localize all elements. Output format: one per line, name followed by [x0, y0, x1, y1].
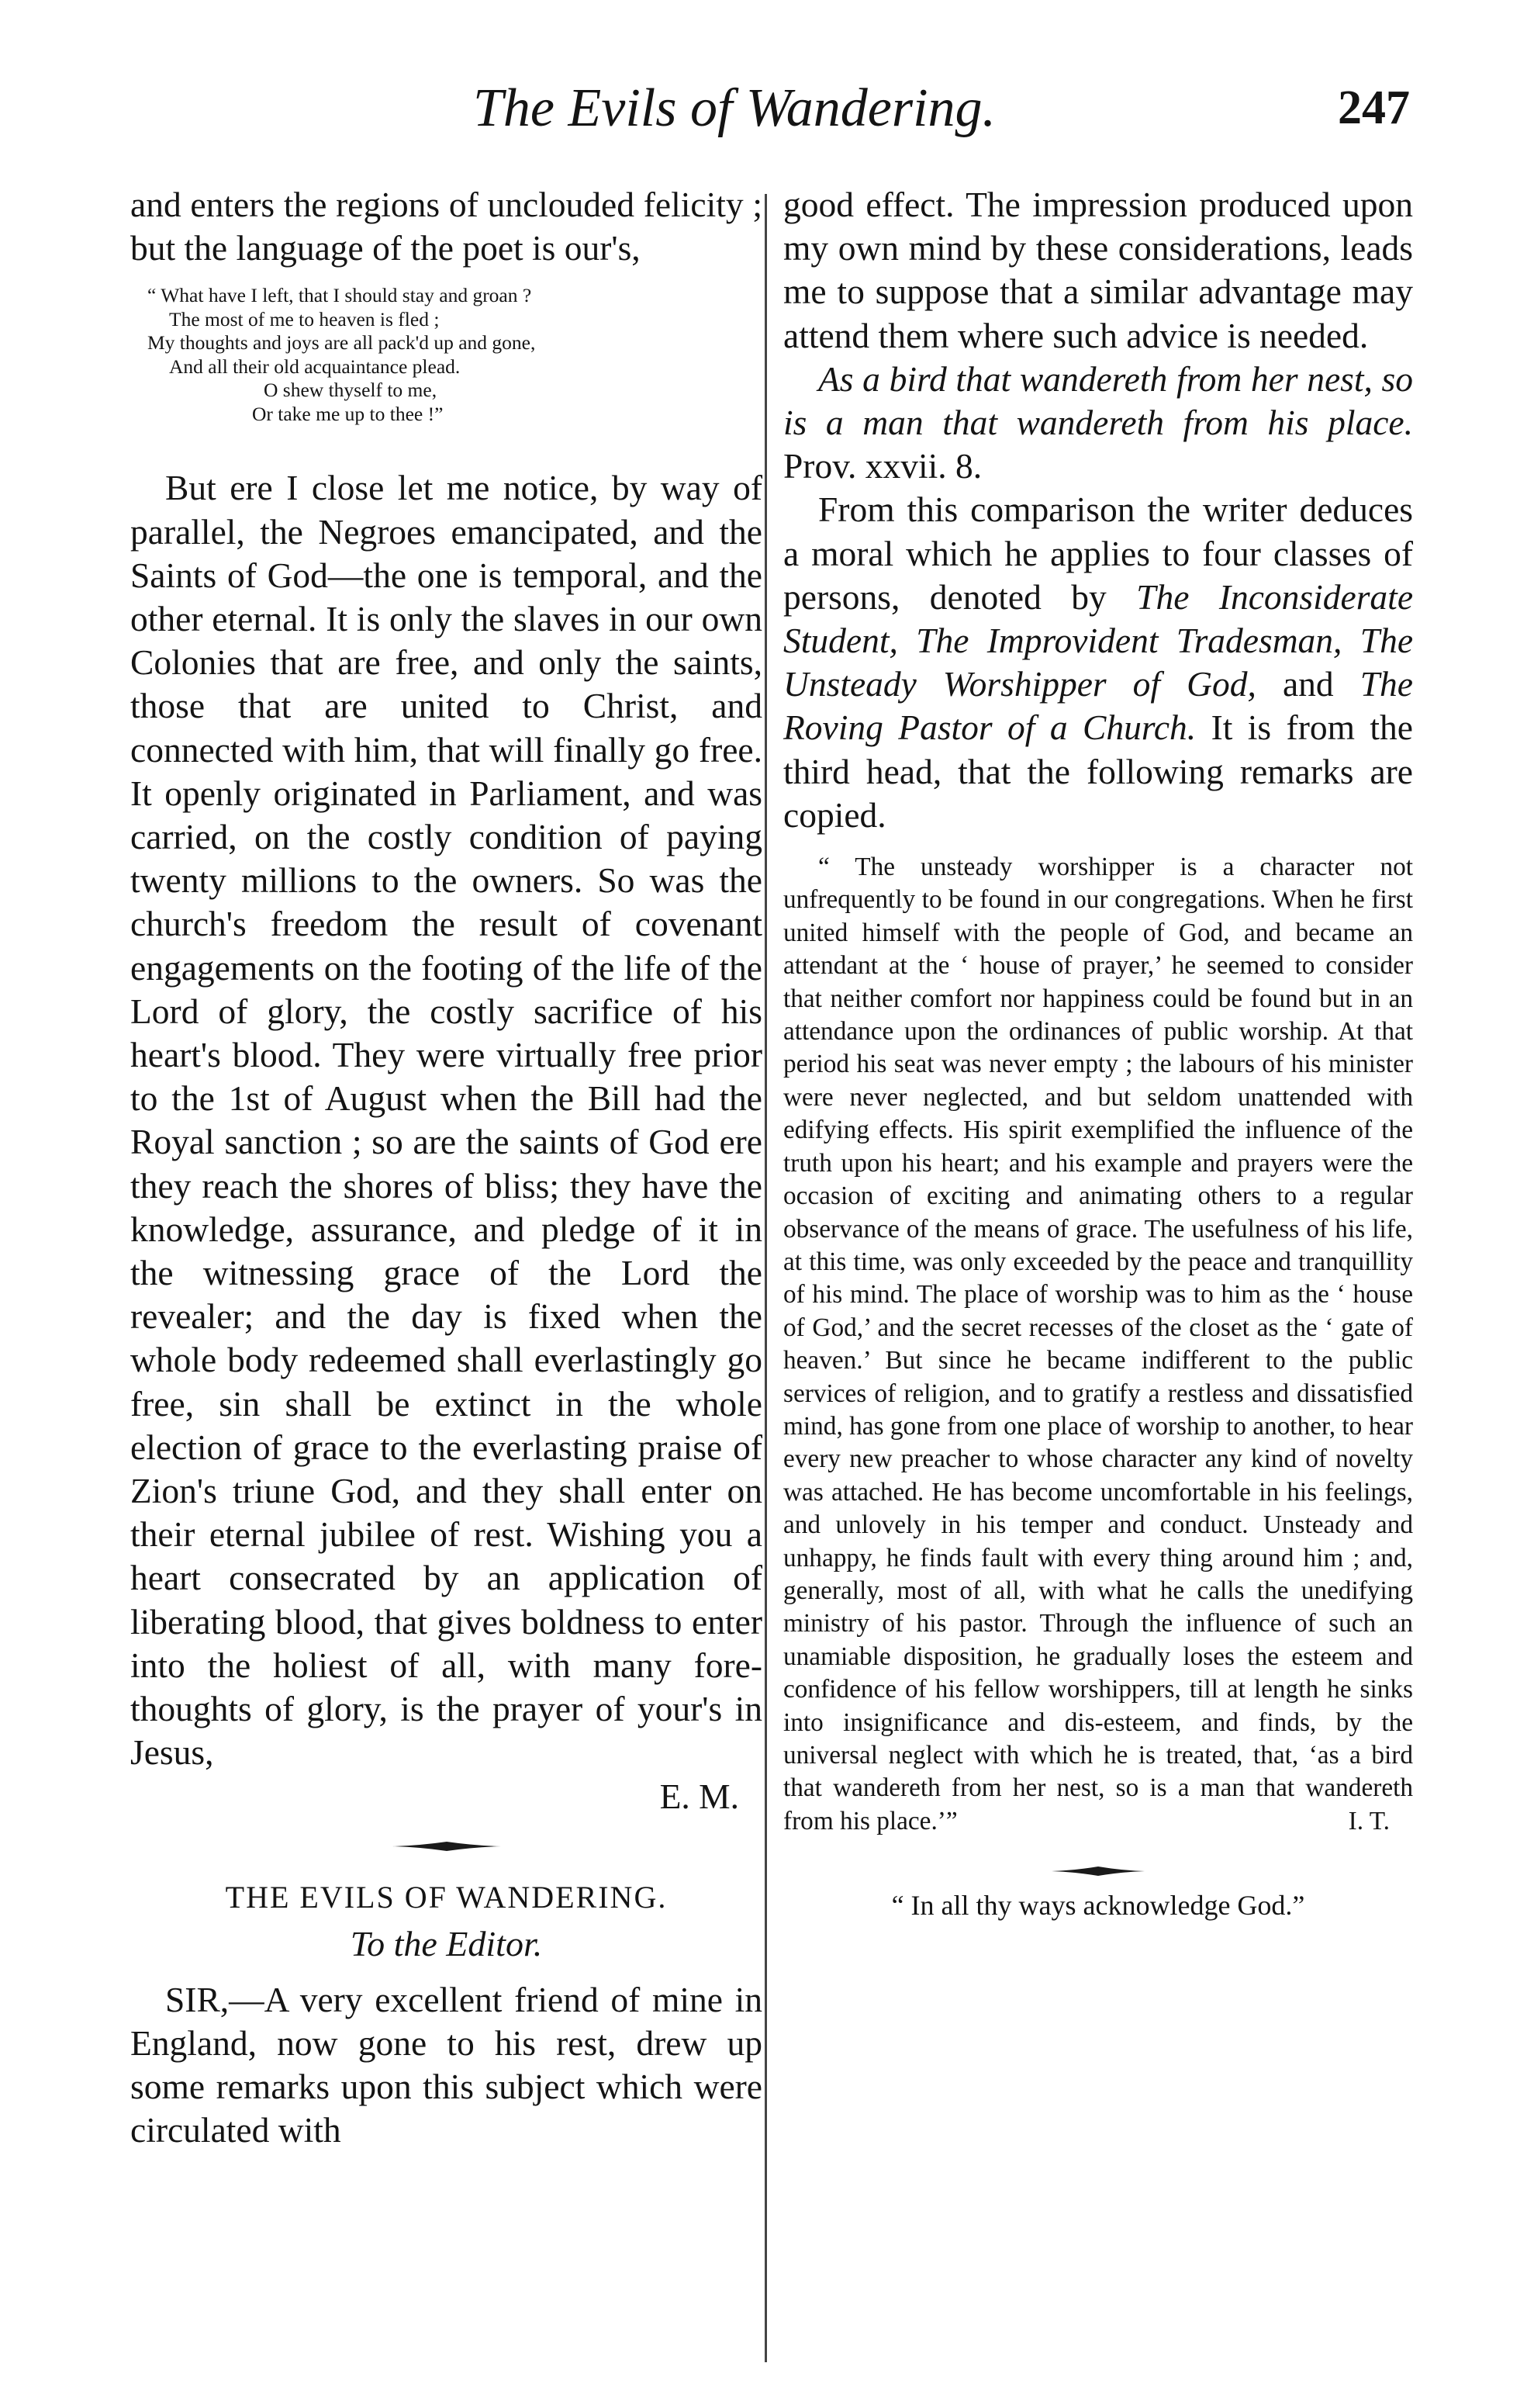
quotation-signature: I. T.: [1348, 1806, 1390, 1835]
poem-line: The most of me to heaven is fled ;: [169, 307, 440, 330]
quotation-text: “ The unsteady worshipper is a character not unfrequently to be found in our congregations. When he first united himself with the people of God, and became an attendant at the ‘ house of prayer,’ he seemed to consider that neither comfort nor happiness could be found but in an attendance upon the ordinances of public worship. At that period his seat was never empty ; the labours of his minister were never neglected, and but seldom unattended with edifying effects. His spirit exemplified the influence of the truth upon his heart; and his example and prayers were the occasion of exciting and animating others to a regular observance of the means of grace. The usefulness of his life, at this time, was only exceeded by the peace and tranquillity of his mind. The place of worship was to him as the ‘ house of God,’ and the secret recesses of the closet as the ‘ gate of heaven.’ But since he became indifferent to the public services of religion, and to gratify a restless and dissatisfied mind, has gone from one place of worship to another, to hear every new preacher to whose character any kind of novelty was attached. He has become uncomfortable in his feelings, and unlovely in his temper and conduct. Unsteady and unhappy, he finds fault with every thing around him ; and, generally, most of all, with what he calls the unedifying ministry of his pastor. Through the influence of such an unamiable disposition, he gradually loses the esteem and confidence of his fellow worshippers, till at length he sinks into insignificance and dis-esteem, and finds, by the universal neglect with which he is treated, that, ‘as a bird that wandereth from her nest, so is a man that wandereth from his place.’”: [783, 853, 1413, 1835]
poem-line: “ What have I left, that I should stay and groan ?: [147, 284, 532, 307]
main-paragraph: But ere I close let me notice, by way of parallel, the Negroes emancipated, and the Saints of God—the one is temporal, and the other eternal. It is only the slaves in our own Colonies that are free, and only the saints, those that are united to Christ, and connected with him, that will finally go free. It openly originated in Parliament, and was carried, on the costly condition of paying twenty millions to the owners. So was the church's freedom the result of covenant engagements on the footing of the life of the Lord of glory, the costly sacrifice of his heart's blood. They were virtually free prior to the 1st of August when the Bill had the Royal sanction ; so are the saints of God ere they reach the shores of bliss; they have the knowledge, assurance, and pledge of it in the witnessing grace of the Lord the revealer; and the day is fixed when the whole body redeemed shall everlastingly go free, sin shall be extinct in the whole election of grace to the everlasting praise of Zion's triune God, and they shall enter on their eternal jubilee of rest. Wishing you a heart consecrated by an application of liberating blood, that gives boldness to enter into the holiest of all, with many fore-thoughts of glory, is the prayer of your's in Jesus,: [130, 468, 762, 1773]
classes-outro: It is from the third head, that the following remarks are copied.: [783, 708, 1413, 835]
class-improvident-tradesman: The Improvident Tradesman,: [916, 621, 1342, 661]
poem-line: My thoughts and joys are all pack'd up and gone,: [147, 331, 536, 355]
quotation-paragraph: [783, 851, 1413, 1838]
article-subheading: To the Editor.: [350, 1923, 543, 1963]
ornament-divider: [392, 1839, 501, 1854]
left-column: [130, 183, 762, 2153]
classes-paragraph: [783, 488, 1413, 837]
article-opening: SIR,—A very excellent friend of mine in England, now gone to his rest, drew up some remarks upon this subject which were circulated with: [130, 1979, 762, 2150]
running-title: The Evils of Wandering.: [473, 78, 997, 138]
article-heading: THE EVILS OF WANDERING.: [225, 1879, 668, 1915]
class-inconsiderate-student: The Inconsiderate Student,: [783, 576, 1414, 661]
poem-quotation: [147, 284, 762, 426]
closing-motto: “ In all thy ways acknowledge God.”: [891, 1890, 1305, 1922]
right-column: [783, 183, 1413, 1925]
class-unsteady-worshipper: The Unsteady Worshipper of God,: [783, 621, 1414, 704]
poem-line: O shew thyself to me,: [264, 379, 437, 402]
epigraph: [783, 358, 1413, 489]
classes-intro: From this comparison the writer deduces a moral which he applies to four classes of persons, denoted by: [783, 490, 1413, 617]
ornament-divider: [1052, 1864, 1145, 1878]
signature: E. M.: [659, 1776, 739, 1816]
epigraph-reference: Prov. xxvii. 8.: [783, 446, 983, 486]
continuation-paragraph: good effect. The impression produced upon my own mind by these considerations, leads me to suppose that a similar advantage may attend them where such advice is needed.: [783, 185, 1413, 355]
class-roving-pastor: The Roving Pastor of a Church.: [783, 664, 1413, 748]
column-rule: [765, 194, 767, 2362]
epigraph-text: As a bird that wandereth from her nest, so is a man that wandereth from his place.: [783, 358, 1413, 443]
page-number: 247: [1338, 81, 1410, 134]
and-word: and: [1282, 664, 1334, 704]
intro-paragraph: and enters the regions of unclouded felicity ; but the language of the poet is our's,: [130, 185, 762, 268]
poem-line: And all their old acquaintance plead.: [169, 355, 461, 378]
page-header: [473, 78, 1410, 163]
poem-line: Or take me up to thee !”: [252, 402, 444, 425]
